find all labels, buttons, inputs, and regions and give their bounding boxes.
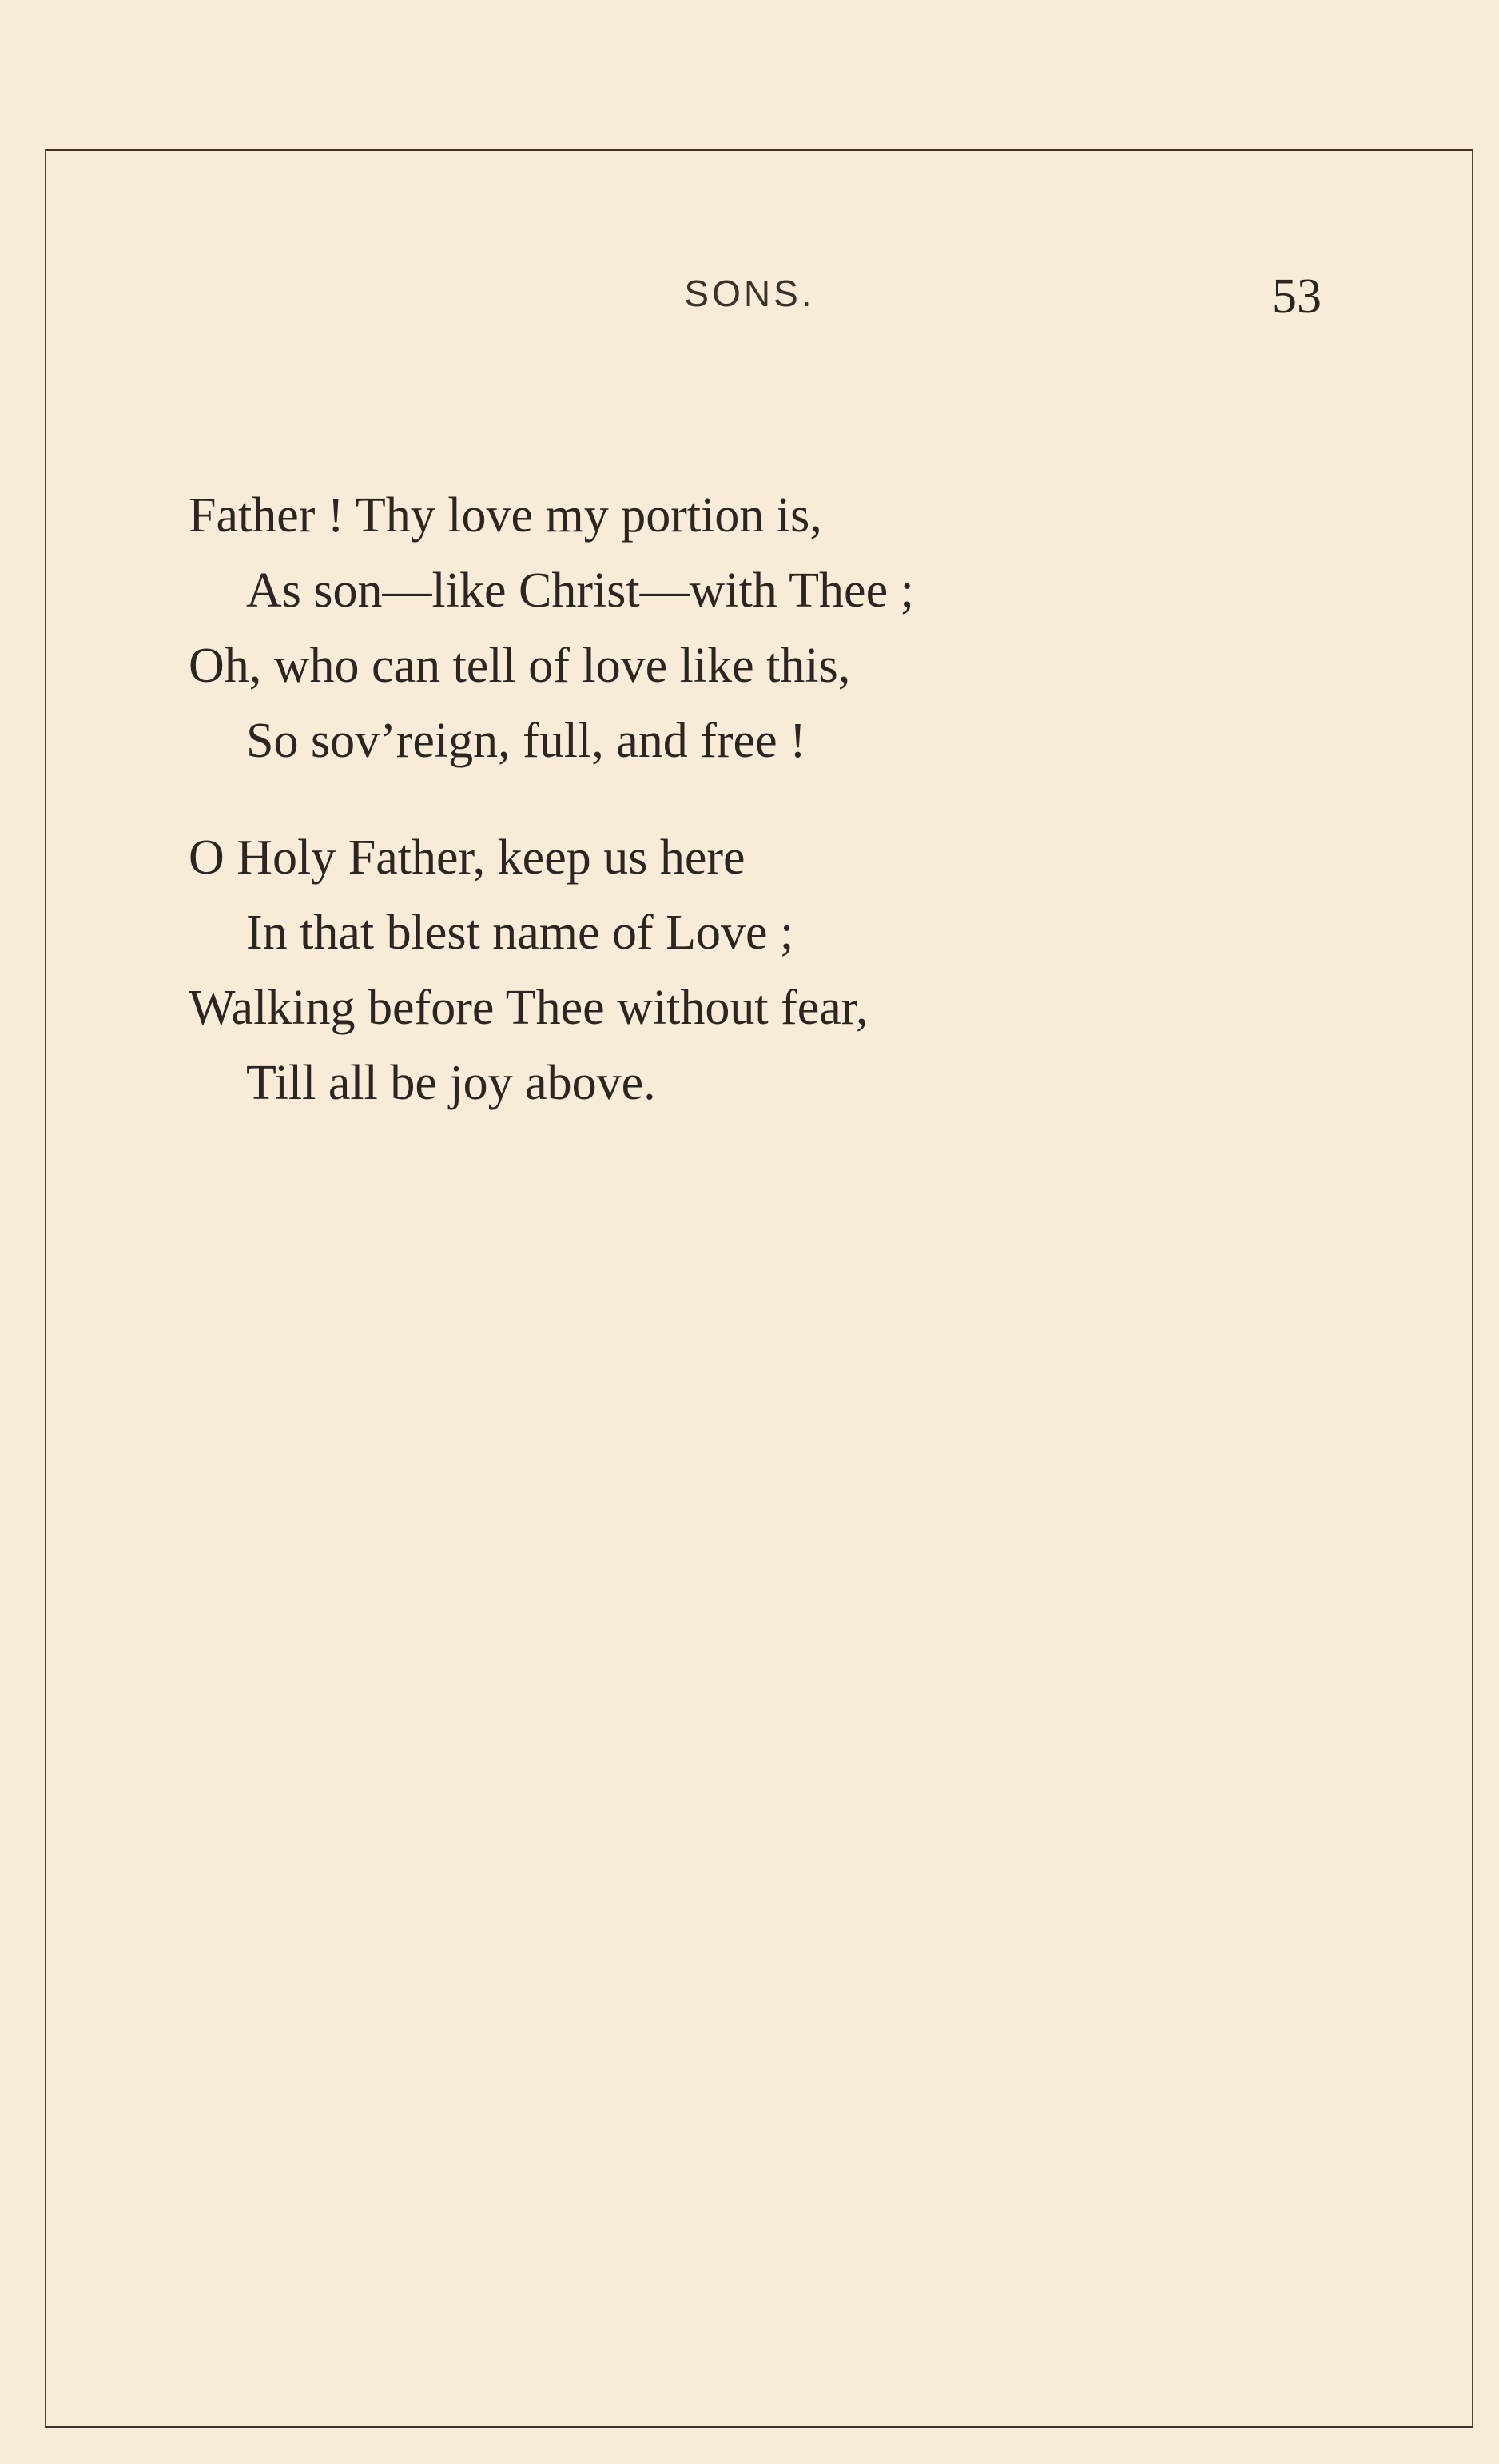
poem-line: O Holy Father, keep us here: [189, 830, 746, 885]
page-number: 53: [1272, 269, 1322, 324]
stanza-1: [189, 478, 914, 778]
poem-line: In that blest name of Love ;: [246, 906, 794, 960]
poem-line: So sov’reign, full, and free !: [246, 714, 806, 768]
poem-line: Till all be joy above.: [246, 1056, 656, 1110]
poem-line: As son—like Christ—with Thee ;: [246, 563, 914, 618]
poem-line: Walking before Thee without fear,: [189, 981, 869, 1035]
running-title: SONS.: [684, 273, 815, 314]
poem-line: Oh, who can tell of love like this,: [189, 639, 851, 693]
poem-body: [189, 478, 914, 1162]
poem-line: Father ! Thy love my portion is,: [189, 488, 822, 543]
stanza-2: [189, 820, 914, 1121]
